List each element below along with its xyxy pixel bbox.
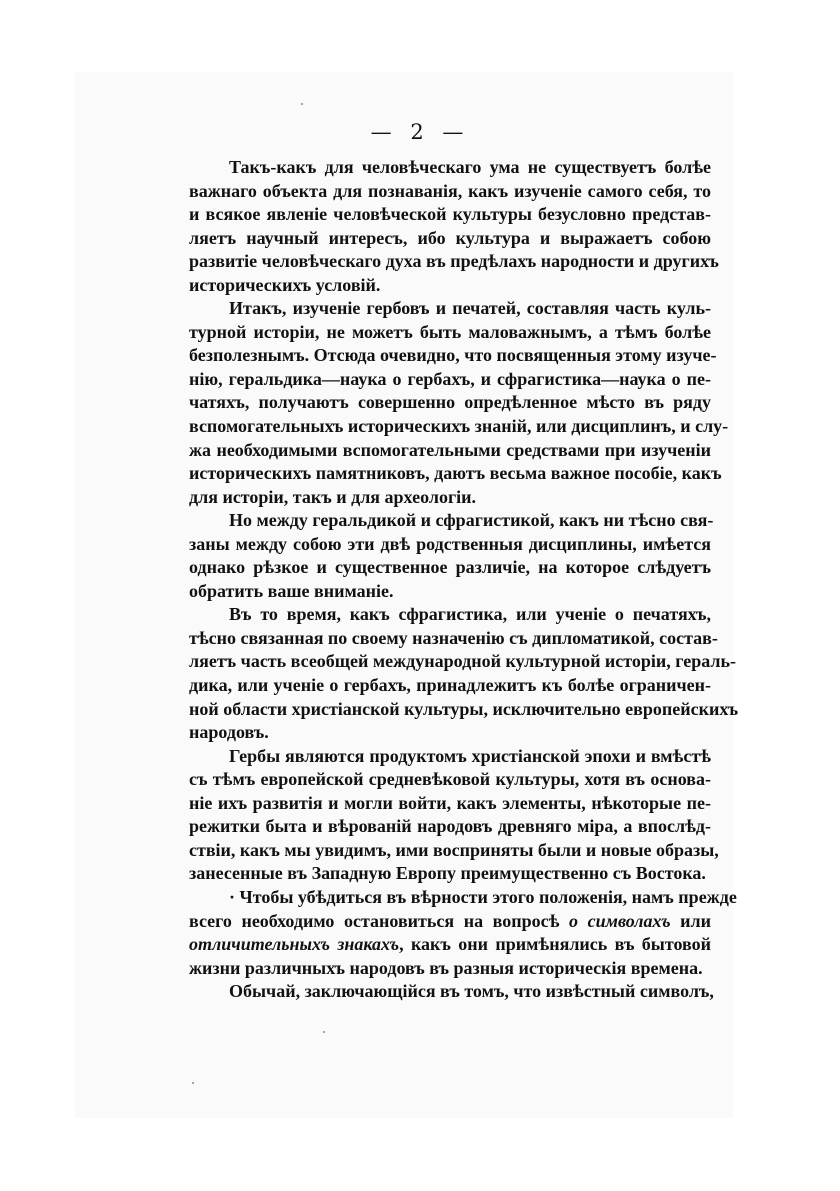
text-line: чатяхъ, получаютъ совершенно опредѣленное мѣсто въ ряду — [189, 392, 711, 413]
emphasized-term: о символахъ — [569, 910, 671, 931]
text-line: историческихъ условій. — [189, 274, 381, 295]
text-line: ной области христіанской культуры, исключительно европейскихъ — [189, 698, 739, 719]
text-line: ніе ихъ развитія и могли войти, какъ элементы, нѣкоторые пе- — [189, 792, 711, 813]
page-number: — 2 — — [370, 120, 470, 144]
text-line: Обычай, заключающійся въ томъ, что извѣстный символъ, — [229, 981, 714, 1002]
text-line: заны между собою эти двѣ родственныя дисциплины, имѣется — [189, 533, 711, 554]
text-line: народовъ. — [189, 722, 269, 743]
text-line: тѣсно связанная по своему назначенію съ дипломатикой, состав- — [189, 627, 718, 648]
text-line: Гербы являются продуктомъ христіанской эпохи и вмѣстѣ — [229, 745, 711, 766]
text-line-with-emphasis: всего необходимо остановиться на вопросѣ о символахъ или — [189, 910, 711, 931]
text-line: Итакъ, изученіе гербовъ и печатей, составляя часть куль- — [229, 298, 711, 319]
text-line: ствіи, какъ мы увидимъ, ими восприняты были и новые образы, — [189, 839, 719, 860]
emphasized-term: отличительныхъ знакахъ — [189, 934, 400, 955]
text-line: безполезнымъ. Отсюда очевидно, что посвященныя этому изуче- — [189, 345, 717, 366]
speck — [301, 103, 303, 105]
text-line: историческихъ памятниковъ, даютъ весьма важное пособіе, какъ — [189, 463, 722, 484]
text-line: Въ то время, какъ сфрагистика, или ученіе о печатяхъ, — [229, 604, 711, 625]
speck — [192, 1082, 194, 1084]
text-line: режитки быта и вѣрованій народовъ древняго міра, а впослѣд- — [189, 816, 711, 837]
text-line: жизни различныхъ народовъ въ разныя историческія времена. — [189, 957, 703, 978]
text-line-with-emphasis: отличительныхъ знакахъ, какъ они примѣнялись въ бытовой — [189, 934, 711, 955]
text-line: жа необходимыми вспомогательными средствами при изученіи — [189, 439, 711, 460]
text-line: Такъ-какъ для человѣческаго ума не существуетъ болѣе — [229, 157, 711, 177]
text-line: · Чтобы убѣдиться въ вѣрности этого положенія, намъ прежде — [229, 886, 737, 907]
text-line: вспомогательныхъ историческихъ знаній, или дисциплинъ, и слу- — [189, 416, 729, 437]
text-line: нію, геральдика—наука о гербахъ, и сфрагистика—наука о пе- — [189, 368, 711, 389]
text-line: для исторіи, такъ и для археологіи. — [189, 486, 476, 507]
text-line: и всякое явленіе человѣческой культуры безусловно представ- — [189, 204, 711, 225]
text-line: ляетъ научный интересъ, ибо культура и выражаетъ собою — [189, 227, 711, 248]
text-line: занесенные въ Западную Европу преимущественно съ Востока. — [189, 863, 706, 884]
text-line: ляетъ часть всеобщей международной культурной исторіи, гераль- — [189, 651, 736, 672]
text-line: однако рѣзкое и существенное различіе, на которое слѣдуетъ — [189, 557, 711, 578]
speck — [323, 1031, 325, 1033]
text-line: турной исторіи, не можетъ быть маловажнымъ, а тѣмъ болѣе — [189, 321, 711, 342]
text-line: важнаго объекта для познаванія, какъ изученіе самого себя, то — [189, 180, 711, 201]
text-line: Но между геральдикой и сфрагистикой, какъ ни тѣсно свя- — [229, 510, 714, 531]
body-text — [189, 156, 739, 1004]
text-line: съ тѣмъ европейской средневѣковой культуры, хотя въ основа- — [189, 769, 711, 790]
text-line: дика, или ученіе о гербахъ, принадлежитъ къ болѣе ограничен- — [189, 675, 711, 696]
text-line: обратить ваше вниманіе. — [189, 580, 394, 601]
text-line: развитіе человѣческаго духа въ предѣлахъ народности и другихъ — [189, 251, 719, 272]
